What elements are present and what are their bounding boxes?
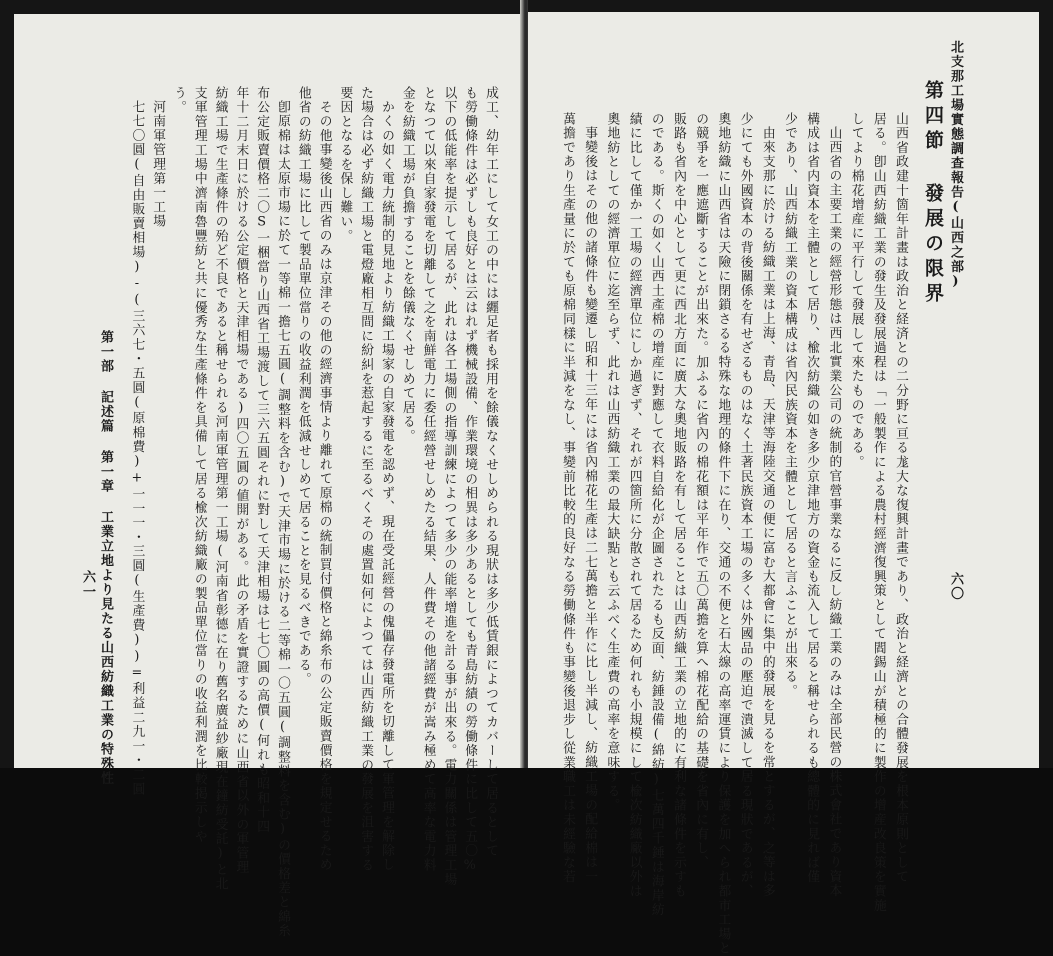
text-column: かくの如く電力統制的見地より紡織工場家の自家發電を認めず、現在受託經營の傀儡存發電所を切離して軍管理を解除し <box>379 100 394 873</box>
text-column: となつて以來自家發電を切離して之を南鮮電力に委任經營せしめたる結果、人件費その他諸經費が嵩み極めて高率な電力料 <box>420 86 436 873</box>
text-column: 績に比して僅か一工場の經濟單位にしか過ぎず、それが四箇所に分散されて居るため何れも小規模にして楡次紡織廠以外は <box>626 112 642 899</box>
text-column: 以下の低能率を提示して居るが、此れは各工場側の指導訓練によつて多少の能率增進を計る事が出來る。電力關係は管理工場 <box>441 86 457 887</box>
text-column: 少であり、山西紡織工業の資本構成は省內民族資本を主體として居ると言ふことが出來る。 <box>782 112 797 699</box>
text-column: 構成は省内資本を主體として居り、楡次紡織の如き多少京津地方の資金も流入して居ると稱せられるも總體的に見れば僅 <box>804 112 820 885</box>
text-column: 支軍管理工場中濟南魯豐紡と共に優秀な生產條件を具備して居る楡次紡織廠の製品單位當りの收益利潤を比較掲示しや <box>191 86 207 844</box>
scan-right-edge <box>1039 0 1053 768</box>
text-column: してより棉花增産に平行して發展して來たものである。 <box>848 112 864 470</box>
text-column: 年十二月末日に於ける公定價格と天津相場である)四〇五圓の値開がある。此の矛盾を實證するために山西省以外の軍管理 <box>233 86 249 875</box>
scan-left-edge <box>0 0 14 768</box>
scan-top-edge-right <box>528 0 1053 12</box>
left-page-number: 六一 <box>80 570 95 599</box>
text-column: 金を紡織工場が負擔することを餘儀なくせしめて居る。 <box>399 86 415 444</box>
left-page <box>0 0 524 939</box>
text-column: の競爭を一應遮斷することが出來た。加ふるに省內の棉花額は平年作で五〇萬擔を算へ棉花配給の基礎を省內に有し、 <box>693 112 709 870</box>
text-column: 他省の紡織工場に比して製品單位當りの收益利潤を低減せしめて居ることを見るべきである。 <box>295 86 311 687</box>
text-column: 由來支那に於ける紡織工業は上海、青島、天津等海陸交通の便に富む大都會に集中的發展を見るを常とするが、之等は多 <box>759 126 775 899</box>
text-column: 要因となるを保し難い。 <box>337 86 353 244</box>
right-page-number: 六〇 <box>948 572 963 601</box>
scan-top-edge <box>0 0 524 14</box>
text-column: も勞働條件は必ずしも良好とは云はれず機械設備、作業環境の相異は多少あるとしても青島紡績の勞働條件に比して五〇% <box>462 86 478 875</box>
text-column: た場合は必ず紡織工場と電燈廠相互間に紛糾を惹起するに至るべくその處置如何によつては山西紡織工業の發展を沮害する <box>358 86 374 873</box>
text-column: 山西省の主要工業の經營形態は西北實業公司の統制的官營事業なるに反し紡織工業のみは全部民營の株式會社であり資本 <box>826 126 842 899</box>
text-column: 成工、幼年工にして女工の中には纒足者も採用を餘儀なくせしめられる現狀は多少低賃銀によつてカバーして居るとして <box>483 86 498 859</box>
section-title: 第四節 發展の限界 <box>922 80 944 308</box>
text-column: 布公定販賣價格二〇S一梱當り山西省工場渡して三六五圓それに對して天津相場は七七〇圓の高價(何れも昭和十四 <box>254 86 270 834</box>
text-column: 萬擔であり生產量に於ても原棉同樣に半減をなし、事變前比較的良好なる勞働條件も事變後退步し從業職工は未經驗な若 <box>560 112 575 885</box>
text-column: う。 <box>171 86 186 115</box>
text-column: その他事變後山西省のみは京津その他の經濟事情より離れて原棉の統制買付價格と綿糸布の公定販賣價格を規定せるため <box>316 100 332 873</box>
text-column: 河南軍管理第一工場 <box>150 100 166 229</box>
text-column: 卽原棉は太原市場に於て一等棉一擔七五圓(調整料を含む)で天津市場に於ける二等棉一〇五圓(調整料を含む)の價格差と綿糸 <box>275 100 290 939</box>
text-column: 少にても外國資本の背後關係を有せざるものはなく土著民族資本工場の多くは外國品の壓迫で潰滅して居る現狀であるが、 <box>737 112 753 899</box>
text-column: 奧地紡織に山西省は天險に閉鎖さるる特殊な地理的條件下に在り、交通の不便と石太線の高率運賃により保護を加へられ都市工場と <box>715 112 731 956</box>
text-column: 居る。卽山西紡織工業の發生及發展過程は「一般製作による農村經濟復興策として閻錫山が積極的に製作の增産改良策を實施 <box>870 112 886 913</box>
text-column: 七七〇圓(自由販賣相場)-(三六七・五圓(原棉費)+一一一・三圓(生產費))=利益二九一・二圓 <box>129 100 145 797</box>
text-column: のである。斯くの如く山西土產棉の增産に對應して衣料自給化が企圖されたるも反面、紡錘設備(綿紡)七萬四千錘は海岸紡 <box>648 112 664 918</box>
text-column: 販路も省內を中心として更に西北方面に廣大な奧地販路を有して居ることは山西紡織工業の立地的に有利な諸條件を示すも <box>671 112 686 899</box>
text-column: 奧地紡としての經濟單位に迄至らず、此れは山西紡織工業の最大缺點とも云ふべく生產費の高率を意味する。 <box>604 112 620 813</box>
text-column: 紡織工場で生產條件の殆ど不良であると稱せられる河南軍管理第一工場(河南省彰德に在り舊名廣益紗廠現在鐘紡受託)と北 <box>212 86 228 892</box>
text-column: 事變後はその他の諸條件も變遷し昭和十三年には省內棉花生產は二七萬擔と半作に比し半減し、紡織工場の配給棉は一 <box>582 126 598 884</box>
text-column: 山西省政建十箇年計畫は政治と経済との二分野に亘る尨大な復興計畫であり、政治と経濟との合體發展を根本原則として <box>893 112 908 885</box>
left-page-footer: 第一部 記述篇 第一章 工業立地より見たる山西紡織工業の特殊性 <box>98 330 113 786</box>
running-head: 北支那工場實態調查報告(山西之部) <box>948 40 963 291</box>
right-page <box>528 0 1053 956</box>
